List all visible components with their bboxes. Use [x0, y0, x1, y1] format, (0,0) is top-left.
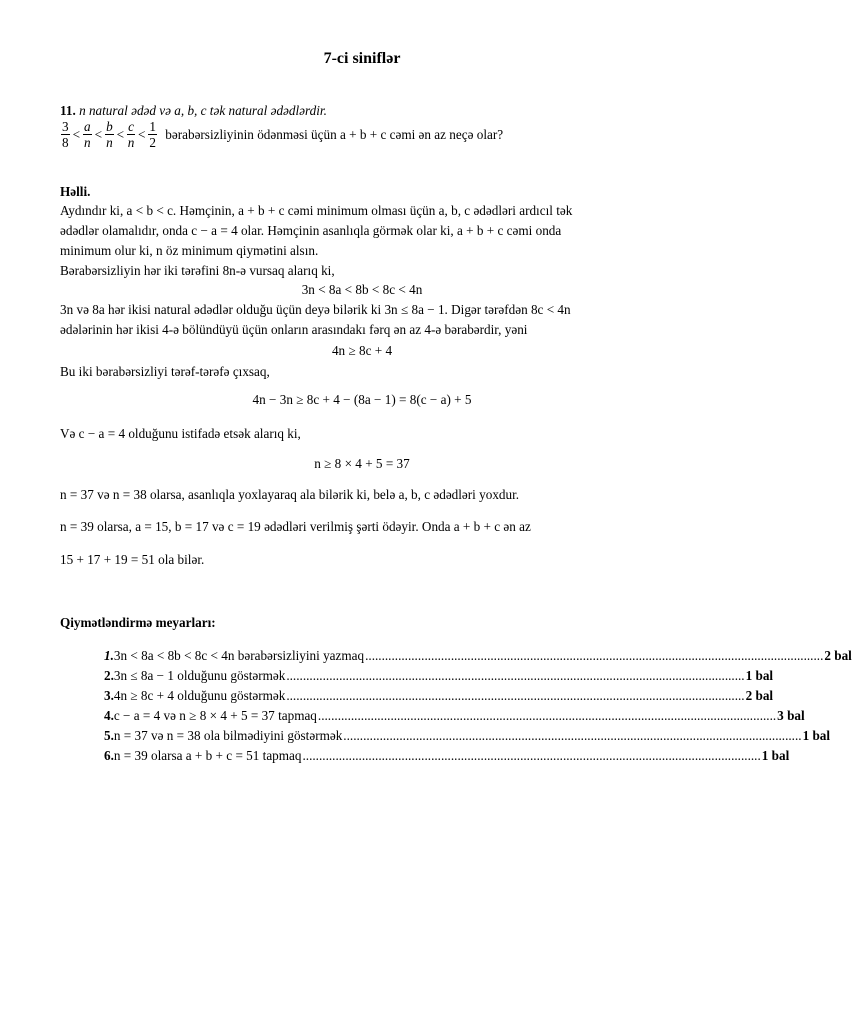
criteria-heading: Qiymətləndirmə meyarları:: [60, 615, 216, 630]
solution-text: minimum olur ki, n öz minimum qiymətini alsın.: [60, 243, 319, 258]
criteria-item: 2. 3n ≤ 8a − 1 olduğunu göstərmək ........................................................................................................................................... 1 bal: [104, 666, 664, 686]
criteria-list: [104, 646, 852, 766]
problem-question: bərabərsizliyinin ödənməsi üçün a + b + c cəmi ən az neçə olar?: [165, 126, 504, 142]
fraction-2: $\frac{a}{n}$: [84, 119, 91, 151]
fraction-4: $\frac{c}{n}$: [127, 119, 135, 151]
solution-text: n = 37 və n = 38 olarsa, asanlıqla yoxlayaraq ala bilərik ki, belə a, b, c ədədləri yoxdur.: [60, 487, 520, 502]
problem-number: 11.: [60, 103, 76, 118]
solution-text: 3n və 8a hər ikisi natural ədədlər olduğu üçün deyə bilərik ki 3n ≤ 8a − 1. Digər tərəfdən 8c < 4n: [60, 302, 571, 317]
equation: 4n − 3n ≥ 8c + 4 − (8a − 1) = 8(c − a) + 5: [252, 392, 472, 407]
criteria-item: 5. n = 37 və n = 38 ola bilmədiyini göstərmək ........................................................................................................................................... 1 bal: [104, 726, 664, 746]
criteria-item: 3. 4n ≥ 8c + 4 olduğunu göstərmək ........................................................................................................................................... 2 bal: [104, 686, 664, 706]
solution-text: Aydındır ki, a < b < c. Həmçinin, a + b + c cəmi minimum olması üçün a, b, c ədədləri ardıcıl tək: [60, 203, 573, 218]
criteria-item: 4. c − a = 4 və n ≥ 8 × 4 + 5 = 37 tapmaq ........................................................................................................................................... 3 bal: [104, 706, 664, 726]
equation: 3n < 8a < 8b < 8c < 4n: [301, 282, 423, 297]
fraction-5: $\frac{1}{2}$: [149, 119, 156, 151]
dot-leader: ...........................................................................................................................................: [343, 728, 802, 743]
solution-text: n = 39 olarsa, a = 15, b = 17 və c = 19 ədədləri verilmiş şərti ödəyir. Onda a + b + c ən az: [60, 519, 531, 534]
fraction-1: $\frac{3}{8}$: [62, 119, 69, 151]
problem-inequality: $\frac{3}{8}$ < $\frac{a}{n}$ < $\frac{b}{n}$ < $\frac{c}{n}$ < $\frac{1}{2}$ bərabərsizliyinin ödənməsi üçün a + b + c cəmi ən az neçə olar?: [62, 119, 504, 151]
dot-leader: ...........................................................................................................................................: [317, 708, 777, 723]
solution-text: ədədlər olamalıdır, onda c − a = 4 olar. Həmçinin asanlıqla görmək olar ki, a + b + c cəmi onda: [60, 223, 562, 238]
solution-text: Bərabərsizliyin hər iki tərəfini 8n-ə vursaq alarıq ki,: [60, 263, 335, 278]
solution-heading: Həlli.: [60, 184, 91, 199]
dot-leader: ...........................................................................................................................................: [302, 748, 761, 763]
dot-leader: ...........................................................................................................................................: [286, 688, 745, 703]
dot-leader: ...........................................................................................................................................: [365, 648, 824, 663]
solution-text: Və c − a = 4 olduğunu istifadə etsək alarıq ki,: [60, 426, 301, 441]
problem-statement: [60, 103, 327, 119]
solution-text: 15 + 17 + 19 = 51 ola bilər.: [60, 552, 205, 567]
equation: 4n ≥ 8c + 4: [331, 343, 393, 358]
equation: n ≥ 8 × 4 + 5 = 37: [314, 456, 410, 471]
page-title: 7-ci siniflər: [323, 50, 401, 67]
solution-text: ədələrinin hər ikisi 4-ə bölündüyü üçün onların arasındakı fərq ən az 4-ə bərabərdir, yəni: [60, 322, 528, 337]
solution-text: Bu iki bərabərsizliyi tərəf-tərəfə çıxsaq,: [60, 364, 270, 379]
fraction-3: $\frac{b}{n}$: [106, 119, 113, 151]
dot-leader: ...........................................................................................................................................: [286, 668, 745, 683]
criteria-item: 6. n = 39 olarsa a + b + c = 51 tapmaq ........................................................................................................................................... 1 bal: [104, 746, 664, 766]
criteria-item: 1. 3n < 8a < 8b < 8c < 4n bərabərsizliyini yazmaq ........................................................................................................................................... 2 bal: [104, 646, 664, 666]
problem-text: n natural ədəd və a, b, c tək natural ədədlərdir.: [75, 103, 327, 118]
